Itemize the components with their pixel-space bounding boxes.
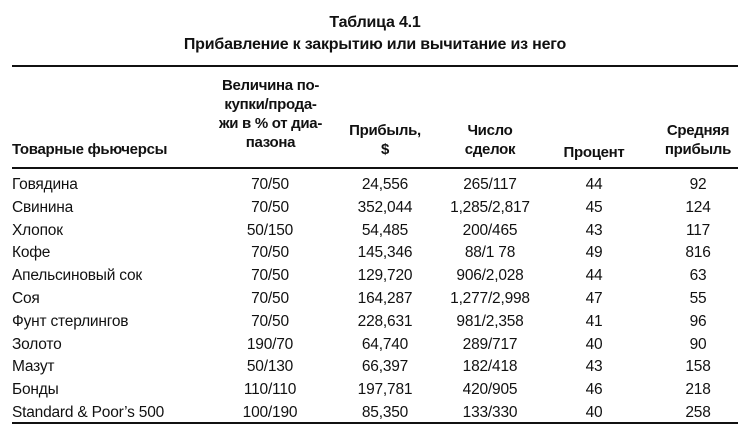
- cell-avg-profit: 218: [685, 381, 711, 399]
- cell-commodity: Апельсиновый сок: [12, 267, 143, 285]
- cell-profit: 54,485: [361, 221, 409, 239]
- table-row: [0, 242, 750, 265]
- cell-commodity: Фунт стерлингов: [12, 312, 129, 330]
- cell-trades: 200/465: [462, 221, 518, 239]
- cell-trades: 981/2,358: [456, 312, 524, 330]
- cell-commodity: Бонды: [12, 381, 59, 399]
- cell-trades: 88/1 78: [464, 244, 516, 262]
- cell-avg-profit: 124: [685, 198, 711, 216]
- cell-avg-profit: 158: [685, 358, 711, 376]
- cell-percent: 44: [585, 267, 603, 285]
- cell-commodity: Хлопок: [12, 221, 63, 239]
- header-trades-count: Число сделок: [464, 122, 516, 158]
- cell-avg-profit: 92: [689, 176, 707, 193]
- cell-profit: 85,350: [361, 403, 409, 421]
- cell-avg-profit: 63: [689, 267, 707, 285]
- table-subtitle: Прибавление к закрытию или вычитание из него: [183, 36, 567, 53]
- table-row: [0, 265, 750, 288]
- cell-buy-sell: 70/50: [251, 312, 289, 330]
- cell-percent: 40: [585, 403, 603, 421]
- cell-profit: 197,781: [357, 381, 413, 399]
- cell-profit: 129,720: [357, 267, 413, 285]
- cell-buy-sell: 70/50: [251, 267, 289, 285]
- cell-percent: 46: [585, 381, 603, 399]
- cell-buy-sell: 70/50: [251, 289, 289, 307]
- table-row: [0, 288, 750, 311]
- cell-buy-sell: 110/110: [243, 381, 297, 399]
- header-average-profit: Средняя прибыль: [664, 122, 732, 158]
- cell-avg-profit: 96: [689, 312, 707, 330]
- cell-avg-profit: 258: [685, 403, 711, 421]
- cell-trades: 1,277/2,998: [450, 289, 530, 307]
- cell-profit: 164,287: [357, 289, 413, 307]
- table-title: Таблица 4.1: [329, 14, 421, 31]
- cell-trades: 265/117: [463, 176, 517, 193]
- cell-buy-sell: 70/50: [251, 198, 289, 216]
- cell-commodity: Standard & Poor’s 500: [12, 403, 165, 421]
- cell-commodity: Говядина: [12, 176, 78, 193]
- table-row: [0, 334, 750, 357]
- cell-percent: 40: [585, 335, 603, 353]
- cell-percent: 41: [585, 312, 603, 330]
- cell-commodity: Соя: [12, 289, 40, 307]
- header-percent: Процент: [563, 144, 625, 161]
- table-row: [0, 379, 750, 402]
- cell-percent: 45: [585, 198, 603, 216]
- cell-profit: 24,556: [361, 176, 409, 193]
- cell-percent: 47: [585, 289, 603, 307]
- cell-buy-sell: 70/50: [251, 176, 289, 193]
- cell-percent: 43: [585, 358, 603, 376]
- cell-trades: 133/330: [462, 403, 518, 421]
- cell-buy-sell: 70/50: [251, 244, 289, 262]
- header-futures: Товарные фьючерсы: [12, 141, 168, 158]
- header-rule: [12, 167, 738, 169]
- table-row: [0, 356, 750, 379]
- cell-profit: 228,631: [357, 312, 413, 330]
- cell-trades: 1,285/2,817: [450, 198, 530, 216]
- cell-commodity: Золото: [12, 335, 62, 353]
- table-row: [0, 174, 750, 197]
- cell-commodity: Свинина: [12, 198, 74, 216]
- table-row: [0, 311, 750, 334]
- cell-avg-profit: 816: [685, 244, 711, 262]
- cell-profit: 145,346: [357, 244, 413, 262]
- table-row: [0, 197, 750, 220]
- header-buy-sell-percent: Величина по- купки/прода- жи в % от диа- пазона: [218, 77, 323, 151]
- cell-trades: 289/717: [462, 335, 518, 353]
- cell-buy-sell: 50/130: [246, 358, 294, 376]
- top-rule: [12, 65, 738, 67]
- cell-buy-sell: 100/190: [242, 403, 298, 421]
- header-profit: Прибыль, $: [349, 122, 421, 158]
- cell-buy-sell: 50/150: [246, 221, 294, 239]
- bottom-rule: [12, 422, 738, 424]
- cell-trades: 906/2,028: [456, 267, 524, 285]
- table-body: [0, 174, 750, 425]
- cell-trades: 182/418: [462, 358, 518, 376]
- cell-avg-profit: 117: [685, 221, 711, 239]
- cell-avg-profit: 55: [689, 289, 707, 307]
- cell-profit: 64,740: [361, 335, 409, 353]
- cell-commodity: Кофе: [12, 244, 51, 262]
- cell-percent: 49: [585, 244, 603, 262]
- cell-profit: 66,397: [361, 358, 409, 376]
- cell-buy-sell: 190/70: [246, 335, 294, 353]
- cell-percent: 44: [585, 176, 603, 193]
- cell-percent: 43: [585, 221, 603, 239]
- cell-trades: 420/905: [462, 381, 518, 399]
- cell-avg-profit: 90: [689, 335, 707, 353]
- cell-profit: 352,044: [357, 198, 413, 216]
- cell-commodity: Мазут: [12, 358, 55, 376]
- table-row: [0, 220, 750, 243]
